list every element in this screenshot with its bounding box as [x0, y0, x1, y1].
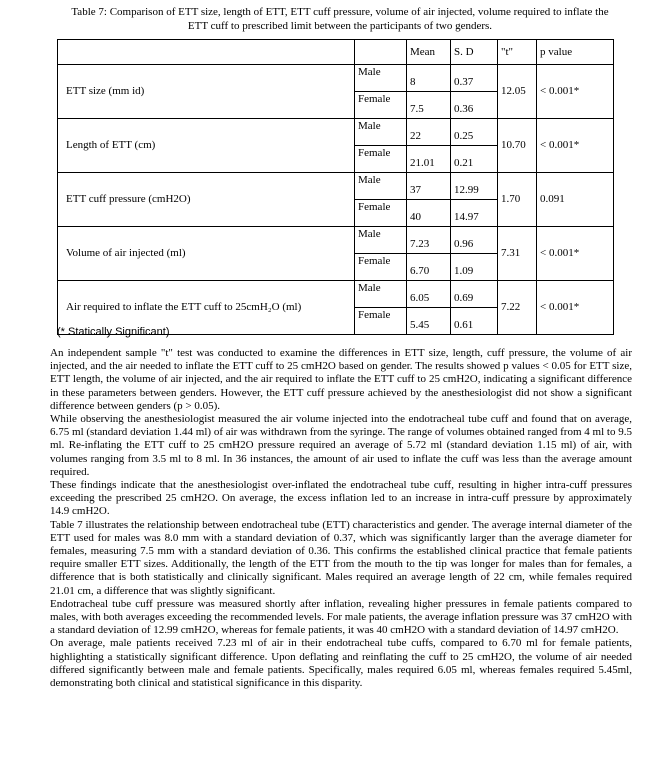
mean-cell: 6.70 — [407, 254, 451, 281]
table-header-row — [58, 40, 614, 65]
header-sd: S. D — [451, 40, 498, 65]
p-value-cell: < 0.001* — [537, 119, 614, 173]
p-value-cell: < 0.001* — [537, 281, 614, 335]
mean-cell: 22 — [407, 119, 451, 146]
parameter-cell: Volume of air injected (ml) — [58, 227, 355, 281]
parameter-cell: Air required to inflate the ETT cuff to 25cmH₂O (ml) — [58, 281, 355, 335]
gender-label: Female — [355, 92, 407, 119]
p-value-cell: 0.091 — [537, 173, 614, 227]
mean-cell: 6.05 — [407, 281, 451, 308]
gender-label: Male — [355, 173, 407, 200]
gender-label: Male — [355, 119, 407, 146]
sd-cell: 14.97 — [451, 200, 498, 227]
t-value-cell: 12.05 — [498, 65, 537, 119]
mean-cell: 37 — [407, 173, 451, 200]
mean-cell: 7.5 — [407, 92, 451, 119]
mean-cell: 40 — [407, 200, 451, 227]
parameter-cell: ETT cuff pressure (cmH2O) — [58, 173, 355, 227]
table-caption: Table 7: Comparison of ETT size, length of ETT, ETT cuff pressure, volume of air injected, volume required to inflate the ETT cuff to prescribed limit between the participants of two genders. — [71, 6, 609, 32]
header-cell — [355, 40, 407, 65]
significance-footnote: (* Statically Significant) — [57, 326, 170, 338]
header-p-value: p value — [537, 40, 614, 65]
sd-cell: 12.99 — [451, 173, 498, 200]
t-value-cell: 10.70 — [498, 119, 537, 173]
table-row — [58, 173, 614, 200]
sd-cell: 0.61 — [451, 308, 498, 335]
sd-cell: 0.36 — [451, 92, 498, 119]
mean-cell: 21.01 — [407, 146, 451, 173]
sd-cell: 0.96 — [451, 227, 498, 254]
sd-cell: 1.09 — [451, 254, 498, 281]
table-row — [58, 65, 614, 92]
t-value-cell: 7.22 — [498, 281, 537, 335]
header-t: "t" — [498, 40, 537, 65]
gender-label: Female — [355, 146, 407, 173]
parameter-cell: ETT size (mm id) — [58, 65, 355, 119]
gender-label: Male — [355, 281, 407, 308]
table-row — [58, 281, 614, 308]
gender-label: Male — [355, 65, 407, 92]
paragraph: Table 7 illustrates the relationship between endotracheal tube (ETT) characteristics and gender. The average internal diameter of the ETT used for males was 8.0 mm with a standard deviation of 0.37, which was significantly larger than the average diameter for females, measuring 7.5 mm with a standard deviation of 0.36. This confirms the established clinical practice that female patients require smaller ETT sizes. Additionally, the length of the ETT from the mouth to the tip was longer for males than for females, a difference that is both statistically and clinically significant. Males required an average length of 22 cm, while females required 21.01 cm, a difference that was slightly significant. — [50, 518, 632, 597]
paragraph: On average, male patients received 7.23 ml of air in their endotracheal tube cuffs, compared to 6.70 ml for female patients, highlighting a statistically significant difference. Upon deflating and reinflating the cuff to 25 cmH2O, the volume of air needed differed significantly between male and female patients. Specifically, males required 6.05 ml, whereas females required 5.45ml, demonstrating both clinical and statistical significance in this disparity. — [50, 637, 632, 690]
sd-cell: 0.25 — [451, 119, 498, 146]
paragraph: An independent sample "t" test was conducted to examine the differences in ETT size, length, cuff pressure, the volume of air injected, and the air needed to inflate the ETT cuff to 25 cmH2O based on gender. The results showed p values < 0.05 for ETT size, ETT length, the volume of air injected, and the air required to inflate the ETT cuff to 25 cmH2O, indicating a significant difference in these parameters between genders. However, the ETT cuff pressure achieved by the anesthesiologist did not show a significant difference between genders (p > 0.05). — [50, 347, 632, 412]
sd-cell: 0.37 — [451, 65, 498, 92]
mean-cell: 8 — [407, 65, 451, 92]
paragraph: Endotracheal tube cuff pressure was measured shortly after inflation, revealing higher pressures in female patients compared to males, with both averages exceeding the recommended levels. For male patients, the average inflation pressure was 37 cmH2O with a standard deviation of 12.99 cmH2O, whereas for female patients, it was 40 cmH2O with a standard deviation of 14.97 cmH2O. — [50, 597, 632, 637]
p-value-cell: < 0.001* — [537, 65, 614, 119]
p-value-cell: < 0.001* — [537, 227, 614, 281]
gender-label: Female — [355, 254, 407, 281]
sd-cell: 0.21 — [451, 146, 498, 173]
t-value-cell: 1.70 — [498, 173, 537, 227]
header-mean: Mean — [407, 40, 451, 65]
header-cell — [58, 40, 355, 65]
table-row — [58, 227, 614, 254]
table-row — [58, 119, 614, 146]
paragraph: While observing the anesthesiologist measured the air volume injected into the endotracheal tube cuff and found that on average, 6.75 ml (standard deviation 1.44 ml) of air was withdrawn from the syringe. The range of volumes obtained ranged from 4 ml to 9.5 ml. Re-inflating the ETT cuff to 25 cmH2O pressure required an average of 5.72 ml (standard deviation 1.15 ml) of air, with volumes ranging from 3.5 ml to 8 ml. In 36 instances, the amount of air used to inflate the cuff was less than the average amount required. — [50, 413, 632, 478]
body-text — [50, 347, 632, 690]
gender-label: Male — [355, 227, 407, 254]
mean-cell: 7.23 — [407, 227, 451, 254]
sd-cell: 0.69 — [451, 281, 498, 308]
gender-label: Female — [355, 200, 407, 227]
t-value-cell: 7.31 — [498, 227, 537, 281]
paragraph: These findings indicate that the anesthesiologist over-inflated the endotracheal tube cuff, resulting in higher intra-cuff pressures exceeding the prescribed 25 cmH2O. On average, the excess inflation led to an increase in intra-cuff pressure by approximately 14.9 cmH2O. — [50, 479, 632, 518]
results-table — [57, 39, 614, 335]
gender-label: Female — [355, 308, 407, 335]
parameter-cell: Length of ETT (cm) — [58, 119, 355, 173]
mean-cell: 5.45 — [407, 308, 451, 335]
